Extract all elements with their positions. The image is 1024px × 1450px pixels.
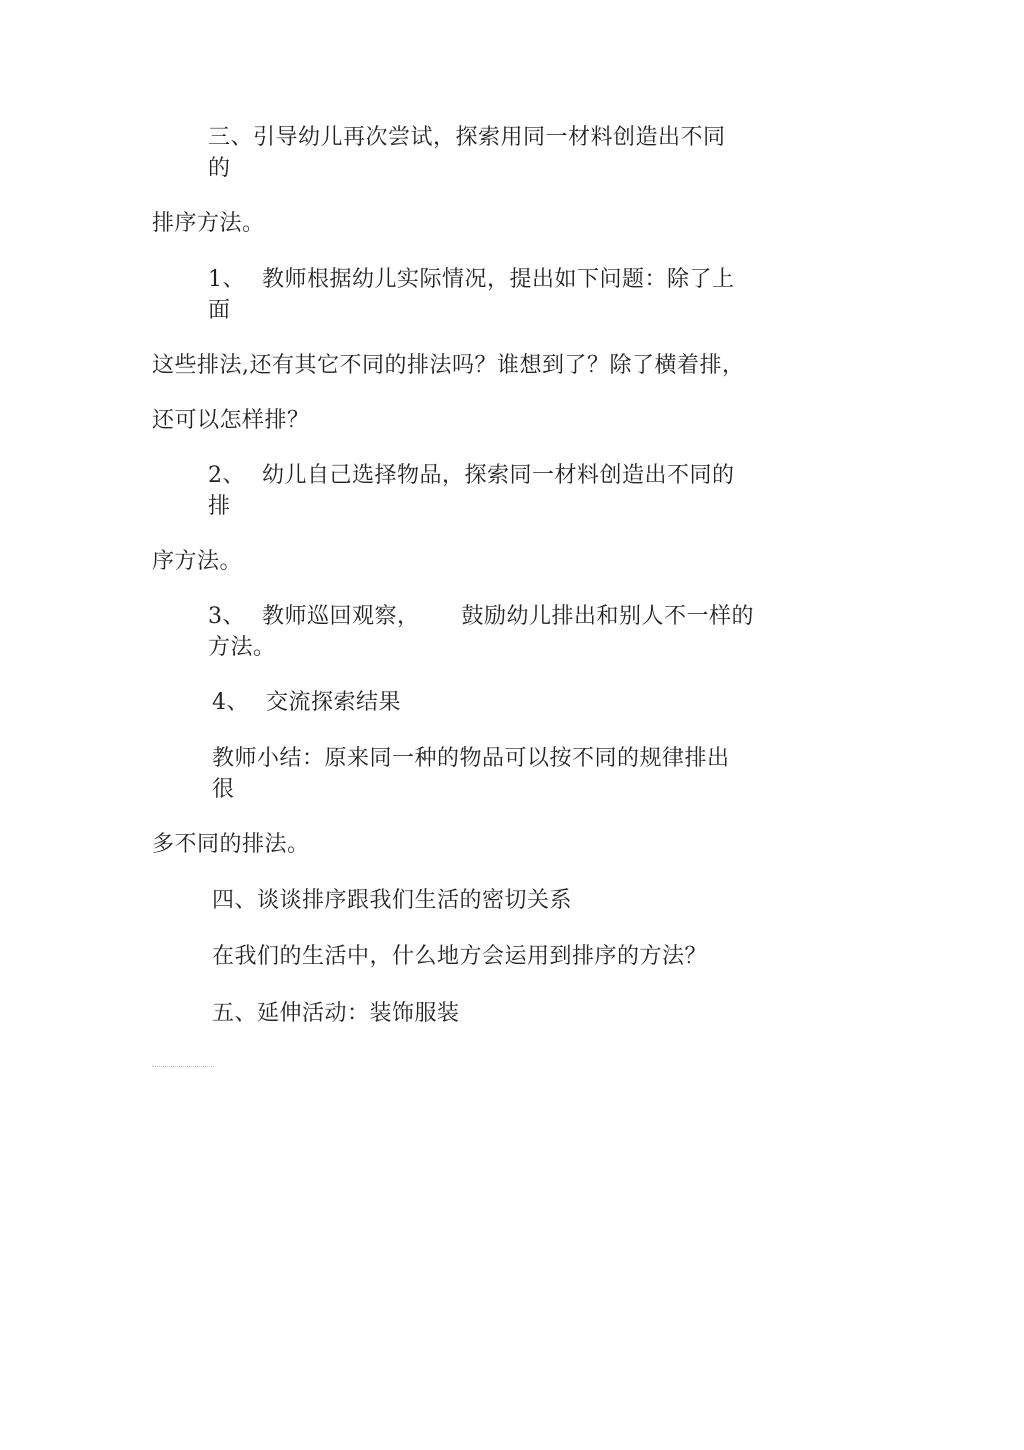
summary-continuation: 多不同的排法。: [152, 832, 310, 857]
step4-line: [212, 688, 401, 718]
section4-heading: 四、谈谈排序跟我们生活的密切关系: [212, 888, 573, 913]
step2-number: 2、: [208, 463, 245, 488]
step4-number: 4、: [212, 690, 249, 715]
section5-heading: 五、延伸活动：装饰服装: [212, 1001, 460, 1026]
step4-text: 交流探索结果: [266, 690, 402, 715]
step2-line2: 排: [208, 494, 231, 519]
step2-continuation: 序方法。: [152, 549, 243, 574]
section3-heading-line2: 的: [208, 156, 231, 181]
step3-text-b: 鼓励幼儿排出和别人不一样的: [461, 604, 755, 629]
step1-continuation2: 还可以怎样排？: [152, 408, 310, 433]
step1-number: 1、: [208, 267, 245, 292]
step1-text: 教师根据幼儿实际情况，提出如下问题：除了上: [262, 267, 735, 292]
step1-line1: [208, 265, 735, 295]
section3-continuation: 排序方法。: [152, 211, 265, 236]
step3-line1: [208, 602, 754, 632]
step3-line2: 方法。: [208, 635, 276, 660]
dotted-divider: [152, 1066, 214, 1067]
step3-text-a: 教师巡回观察，: [262, 604, 420, 629]
step1-line2: 面: [208, 298, 231, 323]
step2-line1: [208, 461, 735, 491]
section3-heading-line1: 三、引导幼儿再次尝试，探索用同一材料创造出不同: [208, 125, 726, 150]
section4-question: 在我们的生活中，什么地方会运用到排序的方法？: [212, 944, 708, 969]
summary-line2: 很: [212, 777, 235, 802]
summary-line1: 教师小结：原来同一种的物品可以按不同的规律排出: [212, 746, 730, 771]
step3-number: 3、: [208, 604, 245, 629]
step2-text: 幼儿自己选择物品，探索同一材料创造出不同的: [262, 463, 735, 488]
step1-continuation1: 这些排法,还有其它不同的排法吗？谁想到了？除了横着排，: [152, 353, 745, 378]
